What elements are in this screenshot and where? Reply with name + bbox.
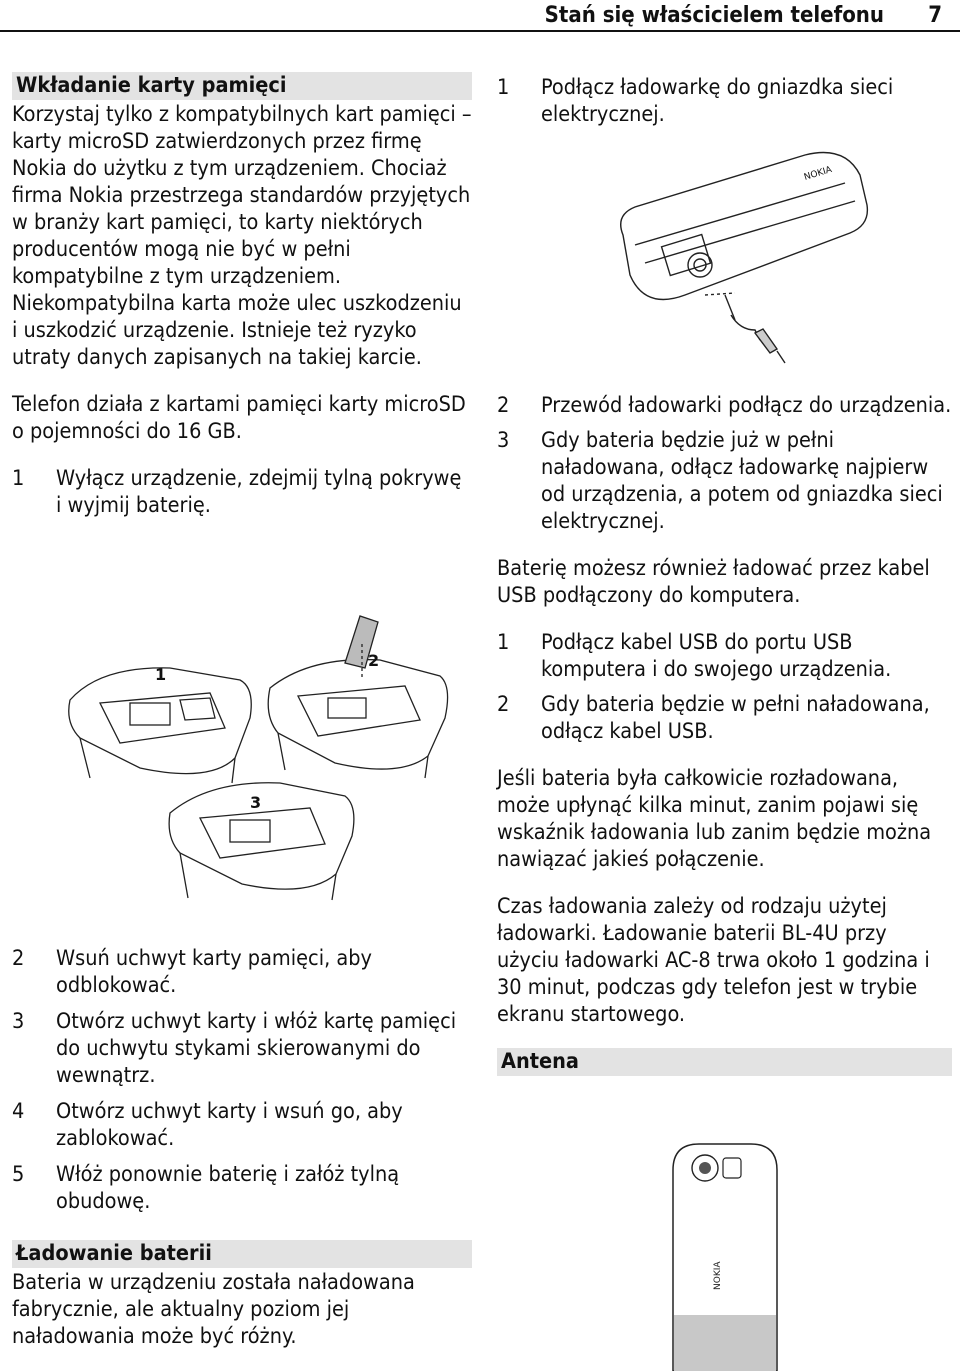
memory-step-2 bbox=[12, 945, 472, 999]
memory-card-illustration bbox=[60, 608, 450, 908]
usb-step-1 bbox=[497, 629, 952, 683]
step-number: 1 bbox=[12, 466, 25, 491]
step-number: 2 bbox=[12, 946, 25, 971]
phone-brand-back: NOKIA bbox=[713, 1261, 723, 1290]
charging-step-1-block bbox=[497, 74, 952, 128]
page-number: 7 bbox=[928, 3, 942, 28]
memory-card-capacity: Telefon działa z kartami pamięci karty microSD o pojemności do 16 GB. bbox=[12, 392, 466, 444]
step-number: 4 bbox=[12, 1099, 25, 1124]
memory-step-5 bbox=[12, 1161, 472, 1215]
charger-illustration bbox=[605, 145, 875, 375]
step-text: Otwórz uchwyt karty i włóż kartę pamięci do uchwytu stykami skierowanymi do wewnątrz. bbox=[56, 1009, 457, 1088]
step-number: 5 bbox=[12, 1162, 25, 1187]
antenna-heading: Antena bbox=[497, 1048, 952, 1076]
antenna-area bbox=[674, 1315, 776, 1371]
step-number: 3 bbox=[12, 1009, 25, 1034]
memory-step-4 bbox=[12, 1098, 472, 1152]
empty-battery-note: Jeśli bateria była całkowicie rozładowana, może upłynąć kilka minut, zanim pojawi się wskaźnik ładowania lub zanim będzie można nawiązać jakieś połączenie. bbox=[497, 766, 932, 872]
step-number: 1 bbox=[497, 630, 510, 655]
phone-open-view-2 bbox=[268, 616, 447, 778]
usb-step-2 bbox=[497, 691, 952, 745]
step-text: Wsuń uchwyt karty pamięci, aby odblokować. bbox=[56, 946, 372, 998]
usb-intro: Baterię możesz również ładować przez kabel USB podłączony do komputera. bbox=[497, 556, 930, 608]
camera-lens-inner bbox=[699, 1162, 711, 1174]
step-text: Otwórz uchwyt karty i wsuń go, aby zablokować. bbox=[56, 1099, 403, 1151]
header-rule bbox=[0, 30, 960, 32]
memory-step-1 bbox=[12, 465, 472, 519]
step-text: Wyłącz urządzenie, zdejmij tylną pokrywę i wyjmij baterię. bbox=[56, 466, 462, 518]
charging-heading: Ładowanie baterii bbox=[12, 1240, 472, 1268]
step-text: Podłącz ładowarkę do gniazdka sieci elektrycznej. bbox=[541, 75, 894, 127]
memory-card-heading: Wkładanie karty pamięci bbox=[12, 72, 472, 100]
charging-step-3 bbox=[497, 427, 952, 535]
charger-diagram bbox=[605, 145, 875, 375]
figure-label-2: 2 bbox=[368, 651, 380, 670]
charging-step-1 bbox=[497, 74, 952, 128]
figure-label-3: 3 bbox=[250, 793, 262, 812]
charging-right-text bbox=[497, 392, 952, 1076]
antenna-diagram bbox=[665, 1140, 785, 1371]
header-title: Stań się właścicielem telefonu bbox=[544, 3, 884, 28]
phone-brand-small: NOKIA bbox=[802, 164, 834, 183]
page-header bbox=[0, 0, 960, 34]
step-text: Podłącz kabel USB do portu USB komputera i do swojego urządzenia. bbox=[541, 630, 892, 682]
phone-open-view-3 bbox=[169, 783, 354, 900]
step-number: 1 bbox=[497, 75, 510, 100]
memory-card-diagram bbox=[60, 608, 450, 908]
charging-section bbox=[12, 1240, 472, 1350]
step-number: 2 bbox=[497, 393, 510, 418]
charging-time-note: Czas ładowania zależy od rodzaju użytej ładowarki. Ładowanie baterii BL-4U przy użyciu ładowarki AC-8 trwa około 1 godzina i 30 minut, podczas gdy telefon jest w trybie ekranu startowego. bbox=[497, 894, 930, 1027]
memory-card-section bbox=[12, 72, 472, 519]
step-text: Gdy bateria będzie już w pełni naładowana, odłącz ładowarkę najpierw od urządzenia, a potem od gniazdka sieci elektrycznej. bbox=[541, 428, 943, 534]
charging-intro: Bateria w urządzeniu została naładowana fabrycznie, ale aktualny poziom jej naładowania może być różny. bbox=[12, 1270, 415, 1349]
step-text: Przewód ładowarki podłącz do urządzenia. bbox=[541, 393, 952, 418]
step-text: Włóż ponownie baterię i załóż tylną obudowę. bbox=[56, 1162, 400, 1214]
charging-step-2 bbox=[497, 392, 952, 419]
memory-steps-rest bbox=[12, 945, 472, 1215]
phone-open-view-1 bbox=[69, 668, 252, 783]
antenna-illustration bbox=[665, 1140, 785, 1371]
step-text: Gdy bateria będzie w pełni naładowana, odłącz kabel USB. bbox=[541, 692, 930, 744]
memory-card-intro: Korzystaj tylko z kompatybilnych kart pamięci – karty microSD zatwierdzonych przez firmę Nokia do użytku z tym urządzeniem. Chociaż firma Nokia przestrzega standardów przyjętych w branży kart pamięci, to karty niektórych producentów mogą nie być w pełni kompatybilne z tym urządzeniem. Niekompatybilna karta może ulec uszkodzeniu i uszkodzić urządzenie. Istnieje też ryzyko utraty danych zapisanych na takiej karcie. bbox=[12, 102, 472, 370]
step-number: 3 bbox=[497, 428, 510, 453]
memory-step-3 bbox=[12, 1008, 472, 1089]
figure-label-1: 1 bbox=[155, 665, 167, 684]
step-number: 2 bbox=[497, 692, 510, 717]
